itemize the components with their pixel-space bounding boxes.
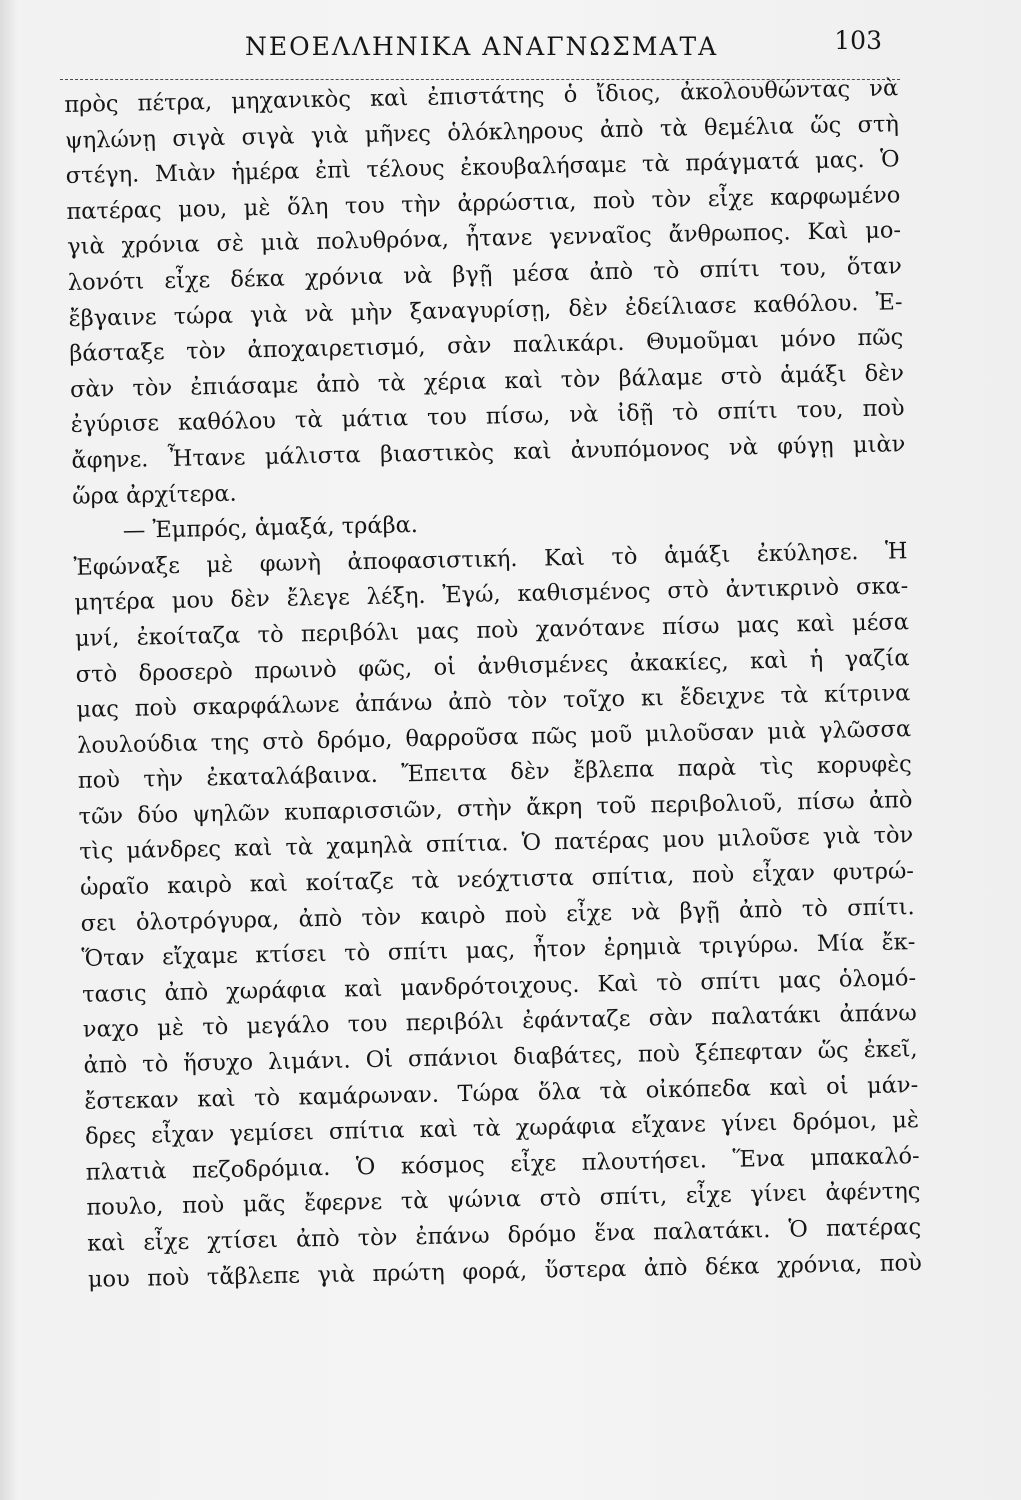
- text-line: βάσταξε τὸν ἀποχαιρετισμό, σὰν παλικάρι. Θυμοῦμαι μόνο πῶς: [69, 324, 904, 368]
- text-line: μνί, ἐκοίταζα τὸ περιβόλι μας ποὺ χανότανε πίσω μας καὶ μέσα: [74, 609, 910, 652]
- text-line: μας ποὺ σκαρφάλωνε ἀπάνω ἀπὸ τὸν τοῖχο κι ἔδειχνε τὰ κίτρινα: [76, 680, 911, 723]
- text-line: πατέρας μου, μὲ ὅλη του τὴν ἀρρώστια, ποὺ τὸν εἶχε καρφωμένο: [66, 182, 901, 225]
- text-line: πουλο, ποὺ μᾶς ἔφερνε τὰ ψώνια στὸ σπίτι, εἶχε γίνει ἀφέντης: [86, 1178, 921, 1222]
- text-line: στέγη. Μιὰν ἡμέρα ἐπὶ τέλους ἐκουβαλήσαμε τὰ πράγματά μας. Ὁ: [65, 146, 900, 190]
- text-line: σὰν τὸν ἐπιάσαμε ἀπὸ τὰ χέρια καὶ τὸν βάλαμε στὸ ἁμάξι δὲν: [69, 359, 905, 403]
- running-header: [60, 18, 900, 66]
- text-line: ναχο μὲ τὸ μεγάλο του περιβόλι ἐφάνταζε σὰν παλατάκι ἀπάνω: [82, 1000, 918, 1044]
- text-line: ἀπὸ τὸ ἥσυχο λιμάνι. Οἱ σπάνιοι διαβάτες, ποὺ ξέπεφταν ὥς ἐκεῖ,: [83, 1036, 918, 1079]
- text-line: λουλούδια της στὸ δρόμο, θαρροῦσα πῶς μοῦ μιλοῦσαν μιὰ γλῶσσα: [76, 715, 912, 759]
- text-line: τὶς μάνδρες καὶ τὰ χαμηλὰ σπίτια. Ὁ πατέρας μου μιλοῦσε γιὰ τὸν: [79, 822, 914, 866]
- text-line: στὸ δροσερὸ πρωινὸ φῶς, οἱ ἀνθισμένες ἀκακίες, καὶ ἡ γαζία: [75, 644, 910, 688]
- running-title: ΝΕΟΕΛΛΗΝΙΚΑ ΑΝΑΓΝΩΣΜΑΤΑ: [245, 32, 719, 61]
- text-line: τασις ἀπὸ χωράφια καὶ μανδρότοιχους. Καὶ τὸ σπίτι μας ὁλομό-: [81, 964, 917, 1008]
- text-line: ἔστεκαν καὶ τὸ καμάρωναν. Τώρα ὅλα τὰ οἰκόπεδα καὶ οἱ μάν-: [84, 1071, 919, 1115]
- text-line: τῶν δύο ψηλῶν κυπαρισσιῶν, στὴν ἄκρη τοῦ περιβολιοῦ, πίσω ἀπὸ: [78, 786, 913, 830]
- text-line: γιὰ χρόνια σὲ μιὰ πολυθρόνα, ἦτανε γενναῖος ἄνθρωπος. Καὶ μο-: [66, 217, 902, 261]
- text-line: Ἐφώναξε μὲ φωνὴ ἀποφασιστική. Καὶ τὸ ἁμάξι ἐκύλησε. Ἡ: [73, 537, 908, 581]
- text-line: ἄφηνε. Ἦτανε μάλιστα βιαστικὸς καὶ ἀνυπόμονος νὰ φύγῃ μιὰν: [71, 431, 906, 474]
- body-text: [64, 71, 922, 1298]
- text-line: δρες εἶχαν γεμίσει σπίτια καὶ τὰ χωράφια εἴχανε γίνει δρόμοι, μὲ: [84, 1107, 920, 1151]
- text-line: ἐγύρισε καθόλου τὰ μάτια του πίσω, νὰ ἰδῇ τὸ σπίτι του, ποὺ: [70, 395, 905, 439]
- text-line: καὶ εἶχε χτίσει ἀπὸ τὸν ἐπάνω δρόμο ἕνα παλατάκι. Ὁ πατέρας: [86, 1214, 922, 1257]
- text-line: ποὺ τὴν ἐκαταλάβαινα. Ἔπειτα δὲν ἔβλεπα παρὰ τὶς κορυφὲς: [77, 751, 913, 795]
- text-line: πρὸς πέτρα, μηχανικὸς καὶ ἐπιστάτης ὁ ἴδιος, ἀκολουθώντας νὰ: [64, 75, 899, 118]
- text-line: Ὅταν εἴχαμε κτίσει τὸ σπίτι μας, ἦτον ἐρημιὰ τριγύρω. Μία ἔκ-: [81, 929, 916, 973]
- text-line: μου ποὺ τἄβλεπε γιὰ πρώτη φορά, ὕστερα ἀπὸ δέκα χρόνια, ποὺ: [87, 1249, 923, 1293]
- dialogue-line: — Ἐμπρός, ἁμαξά, τράβα.: [122, 512, 419, 545]
- text-line: μητέρα μου δὲν ἔλεγε λέξη. Ἐγώ, καθισμένος στὸ ἀντικρινὸ σκα-: [74, 573, 909, 617]
- text-line: ὡραῖο καιρὸ καὶ κοίταζε τὰ νεόχτιστα σπίτια, ποὺ εἶχαν φυτρώ-: [79, 858, 915, 901]
- text-line: πλατιὰ πεζοδρόμια. Ὁ κόσμος εἶχε πλουτήσει. Ἕνα μπακαλό-: [85, 1142, 920, 1186]
- text-line: ψηλώνῃ σιγὰ σιγὰ γιὰ μῆνες ὁλόκληρους ἀπὸ τὰ θεμέλια ὥς στὴ: [64, 110, 900, 154]
- page-number: 103: [834, 26, 882, 55]
- text-line: ἔβγαινε τώρα γιὰ νὰ μὴν ξαναγυρίσῃ, δὲν ἐδείλιασε καθόλου. Ἐ-: [68, 288, 903, 332]
- text-line: ὥρα ἀρχίτερα.: [71, 480, 237, 510]
- text-line: λονότι εἶχε δέκα χρόνια νὰ βγῇ μέσα ἀπὸ τὸ σπίτι του, ὅταν: [67, 253, 903, 296]
- text-line: σει ὁλοτρόγυρα, ἀπὸ τὸν καιρὸ ποὺ εἶχε νὰ βγῇ ἀπὸ τὸ σπίτι.: [80, 893, 915, 937]
